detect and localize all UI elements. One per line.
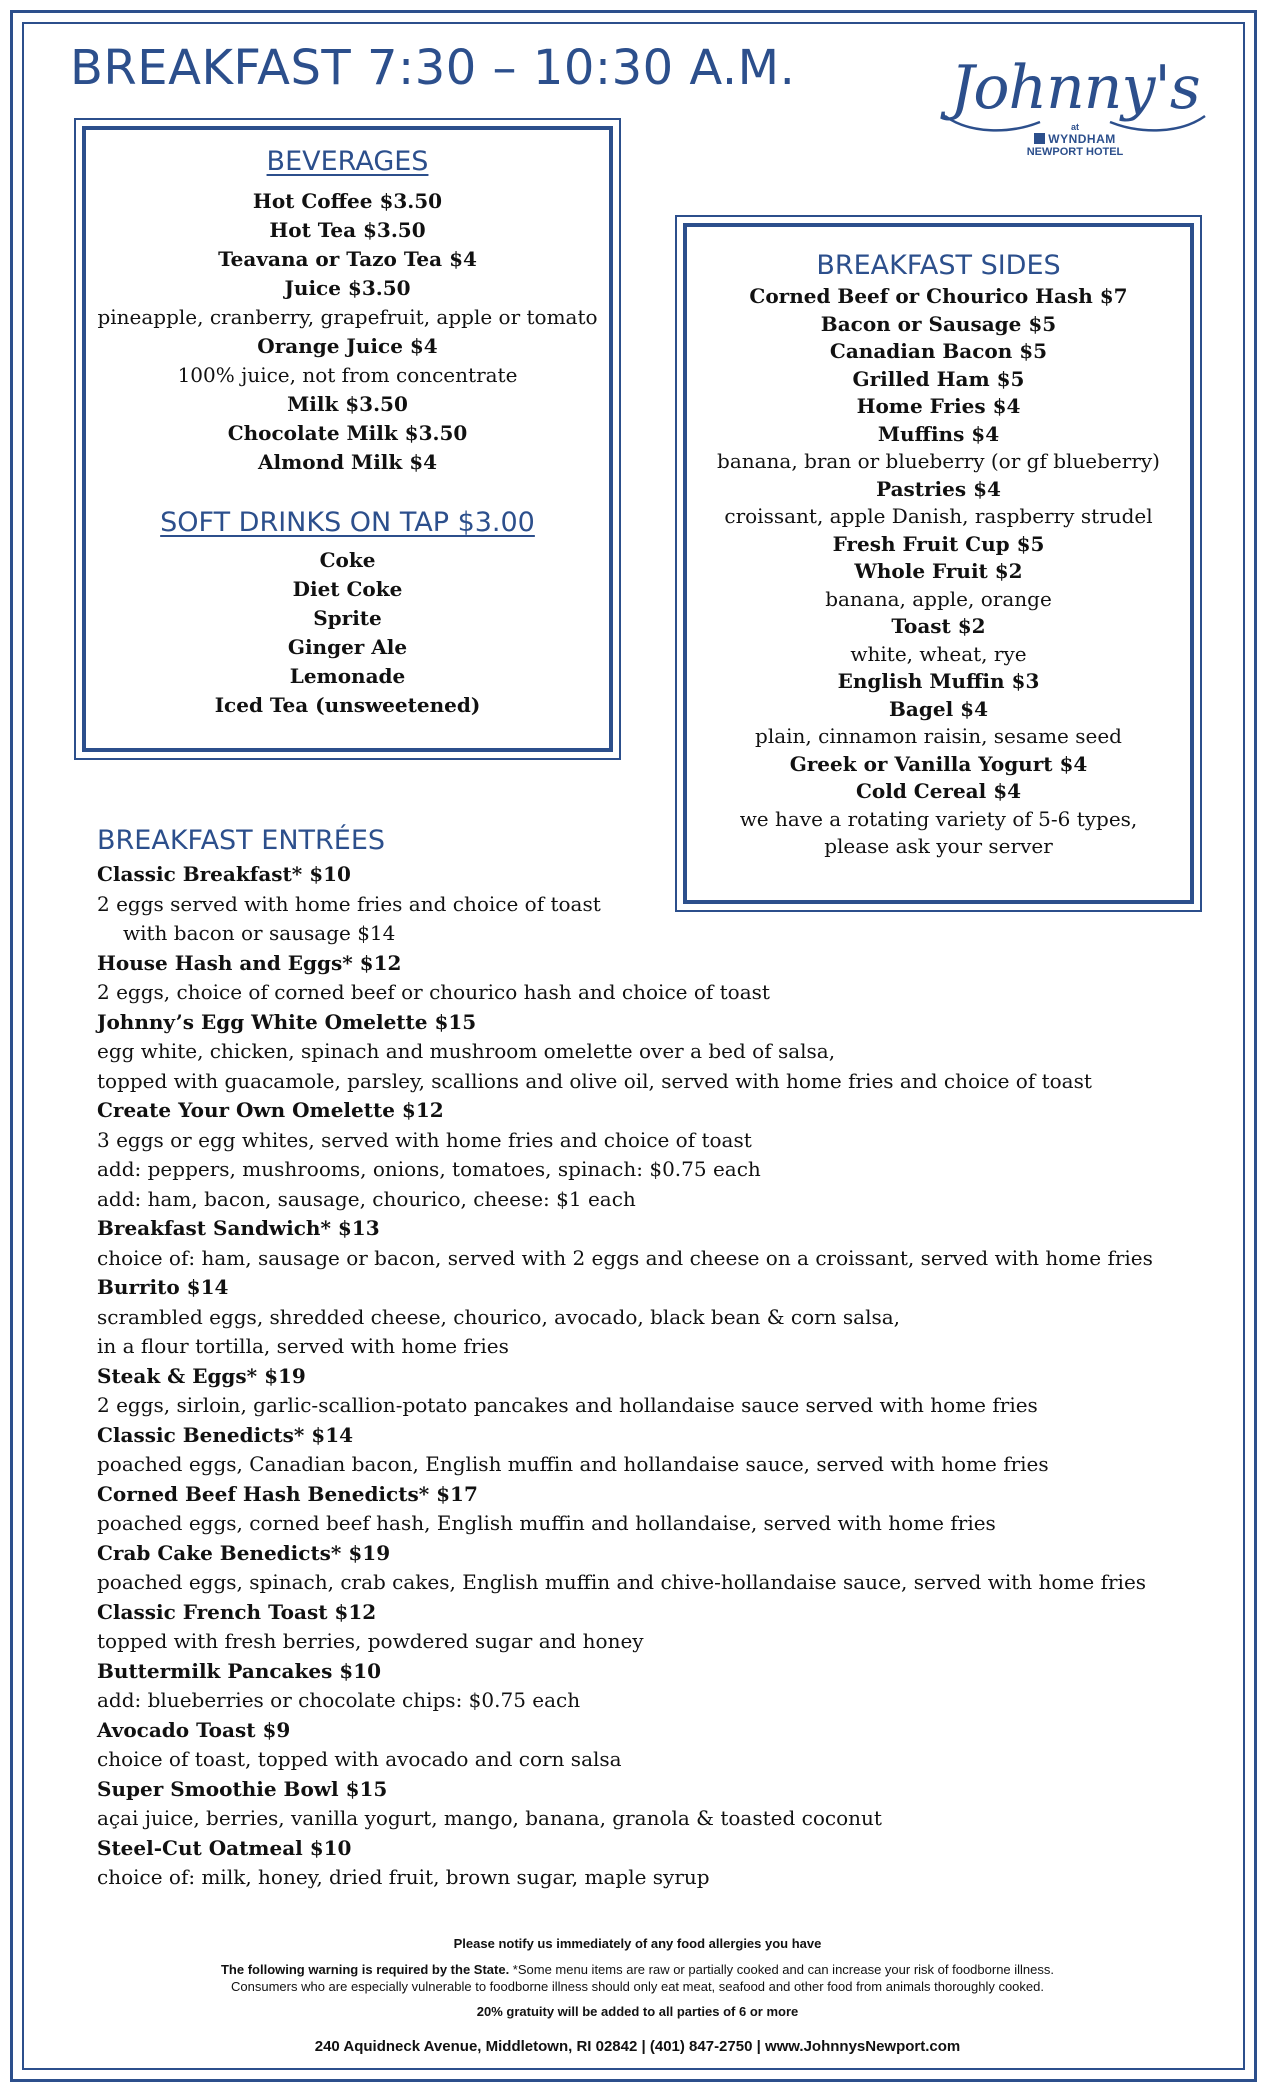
entree-line: topped with guacamole, parsley, scallions and olive oil, served with home fries and choice of toast: [97, 1068, 1092, 1093]
entree-line: House Hash and Eggs* $12: [97, 950, 402, 975]
restaurant-logo: [940, 53, 1210, 158]
side-item: Toast $2: [891, 614, 986, 638]
beverages-box: [74, 118, 621, 760]
entree-line: Create Your Own Omelette $12: [97, 1098, 444, 1122]
page-title: BREAKFAST 7:30 – 10:30 A.M.: [70, 40, 796, 96]
state-warning-line2: Consumers who are especially vulnerable to foodborne illness should only eat meat, seafood and other food from animals thoroughly cooked.: [231, 1979, 1044, 1994]
entree-line: 3 eggs or egg whites, served with home fries and choice of toast: [97, 1127, 752, 1152]
side-item: croissant, apple Danish, raspberry strudel: [724, 504, 1153, 528]
beverage-item: Milk $3.50: [287, 392, 408, 416]
side-item: Bagel $4: [889, 696, 988, 721]
beverage-item: Teavana or Tazo Tea $4: [218, 247, 477, 271]
side-item: Greek or Vanilla Yogurt $4: [789, 751, 1088, 776]
side-item: Home Fries $4: [856, 394, 1021, 418]
gratuity-notice: 20% gratuity will be added to all parties of 6 or more: [476, 2004, 799, 2019]
entree-line: add: blueberries or chocolate chips: $0.75 each: [97, 1688, 581, 1712]
entree-line: poached eggs, spinach, crab cakes, English muffin and chive-hollandaise sauce, served with home fries: [97, 1570, 1147, 1594]
beverage-item: pineapple, cranberry, grapefruit, apple or tomato: [97, 305, 598, 329]
side-item: Canadian Bacon $5: [829, 339, 1048, 363]
side-item: Grilled Ham $5: [852, 366, 1025, 391]
entree-line: Classic Benedicts* $14: [97, 1422, 354, 1447]
side-item: English Muffin $3: [837, 669, 1040, 693]
allergy-notice: Please notify us immediately of any food allergies you have: [453, 1936, 822, 1951]
entrees-list: [97, 860, 1177, 1893]
beverages-content: [76, 146, 619, 720]
entree-line: Breakfast Sandwich* $13: [97, 1216, 380, 1240]
entree-line: scrambled eggs, shredded cheese, chourico, avocado, black bean & corn salsa,: [97, 1304, 901, 1329]
logo-flourish-icon: [940, 108, 1210, 138]
logo-brand: WYNDHAM: [940, 132, 1210, 146]
side-item: Cold Cereal $4: [855, 779, 1022, 803]
address-line: 240 Aquidneck Avenue, Middletown, RI 02842 | (401) 847-2750 | www.JohnnysNewport.com: [314, 2038, 961, 2055]
breakfast-entrees: [97, 825, 1177, 1893]
sides-heading: BREAKFAST SIDES: [816, 250, 1061, 281]
entree-line: egg white, chicken, spinach and mushroom omelette over a bed of salsa,: [97, 1039, 836, 1063]
soft-drink-item: Diet Coke: [292, 577, 403, 601]
entree-line: 2 eggs, choice of corned beef or chourico hash and choice of toast: [97, 980, 770, 1004]
beverage-item: 100% juice, not from concentrate: [177, 363, 518, 387]
sides-list: [677, 283, 1200, 861]
entree-line: add: ham, bacon, sausage, chourico, cheese: $1 each: [97, 1186, 636, 1211]
entree-line: Burrito $14: [97, 1275, 229, 1299]
entree-line: Super Smoothie Bowl $15: [97, 1776, 388, 1801]
entree-line: 2 eggs served with home fries and choice of toast: [97, 891, 601, 916]
logo-name: Johnny's: [950, 53, 1200, 123]
entree-line: Classic French Toast $12: [97, 1599, 377, 1624]
logo-subtitle: NEWPORT HOTEL: [1026, 146, 1124, 158]
beverage-item: Orange Juice $4: [257, 334, 438, 358]
soft-drink-item: Sprite: [313, 606, 382, 630]
soft-drink-item: Iced Tea (unsweetened): [214, 693, 481, 717]
side-item: we have a rotating variety of 5-6 types,: [739, 806, 1138, 831]
side-item: Bacon or Sausage $5: [820, 311, 1057, 336]
entree-line: Buttermilk Pancakes $10: [97, 1658, 382, 1683]
side-item: plain, cinnamon raisin, sesame seed: [755, 724, 1122, 748]
entree-line: topped with fresh berries, powdered sugar and honey: [97, 1629, 644, 1653]
side-item: Corned Beef or Chourico Hash $7: [749, 284, 1128, 308]
beverage-item: Hot Coffee $3.50: [252, 189, 443, 213]
beverage-item: Hot Tea $3.50: [269, 218, 426, 242]
beverages-list: [76, 187, 619, 477]
side-item: banana, apple, orange: [825, 586, 1052, 611]
entrees-heading: BREAKFAST ENTRÉES: [97, 825, 386, 856]
entree-line: choice of: ham, sausage or bacon, served with 2 eggs and cheese on a croissant, served with home fries: [97, 1245, 1153, 1270]
side-item: please ask your server: [824, 834, 1053, 858]
beverage-item: Juice $3.50: [284, 276, 411, 300]
entree-line: Crab Cake Benedicts* $19: [97, 1540, 391, 1565]
soft-drink-item: Ginger Ale: [287, 635, 408, 659]
entree-line: açai juice, berries, vanilla yogurt, mango, banana, granola & toasted coconut: [97, 1806, 882, 1830]
entree-line: in a flour tortilla, served with home fries: [97, 1334, 509, 1358]
entree-line: poached eggs, Canadian bacon, English muffin and hollandaise sauce, served with home fries: [97, 1452, 1049, 1476]
sides-content: [677, 250, 1200, 861]
side-item: Whole Fruit $2: [854, 559, 1023, 583]
soft-drinks-list: [76, 546, 619, 720]
entree-line: with bacon or sausage $14: [123, 921, 396, 945]
side-item: Muffins $4: [877, 421, 1000, 446]
beverages-heading: BEVERAGES: [266, 146, 429, 177]
state-warning: The following warning is required by the State. *Some menu items are raw or partially cooked and can increase your risk of foodborne illness.: [220, 1962, 1055, 1977]
entree-line: Classic Breakfast* $10: [97, 862, 351, 886]
entree-line: Avocado Toast $9: [97, 1717, 291, 1742]
entree-line: add: peppers, mushrooms, onions, tomatoes, spinach: $0.75 each: [97, 1157, 761, 1181]
entree-line: 2 eggs, sirloin, garlic-scallion-potato pancakes and hollandaise sauce served with home fries: [97, 1393, 1038, 1417]
side-item: white, wheat, rye: [850, 641, 1027, 666]
side-item: banana, bran or blueberry (or gf blueberry): [717, 449, 1160, 473]
side-item: Fresh Fruit Cup $5: [832, 531, 1045, 556]
soft-drink-item: Lemonade: [289, 664, 406, 688]
entree-line: Johnny’s Egg White Omelette $15: [97, 1009, 477, 1034]
entree-line: Steel-Cut Oatmeal $10: [97, 1835, 352, 1860]
soft-drinks-heading: SOFT DRINKS ON TAP $3.00: [160, 507, 535, 538]
soft-drink-item: Coke: [319, 548, 376, 572]
beverage-item: Almond Milk $4: [257, 450, 438, 474]
entree-line: Steak & Eggs* $19: [97, 1363, 306, 1388]
logo-at: at: [1070, 122, 1079, 132]
entree-line: choice of toast, topped with avocado and corn salsa: [97, 1747, 622, 1771]
side-item: Pastries $4: [876, 476, 1001, 501]
beverage-item: Chocolate Milk $3.50: [227, 421, 468, 445]
entree-line: choice of: milk, honey, dried fruit, brown sugar, maple syrup: [97, 1865, 710, 1889]
footer: [60, 1935, 1215, 2057]
entree-line: Corned Beef Hash Benedicts* $17: [97, 1481, 478, 1506]
entree-line: poached eggs, corned beef hash, English muffin and hollandaise, served with home fries: [97, 1511, 996, 1535]
breakfast-sides-box: [675, 215, 1202, 912]
